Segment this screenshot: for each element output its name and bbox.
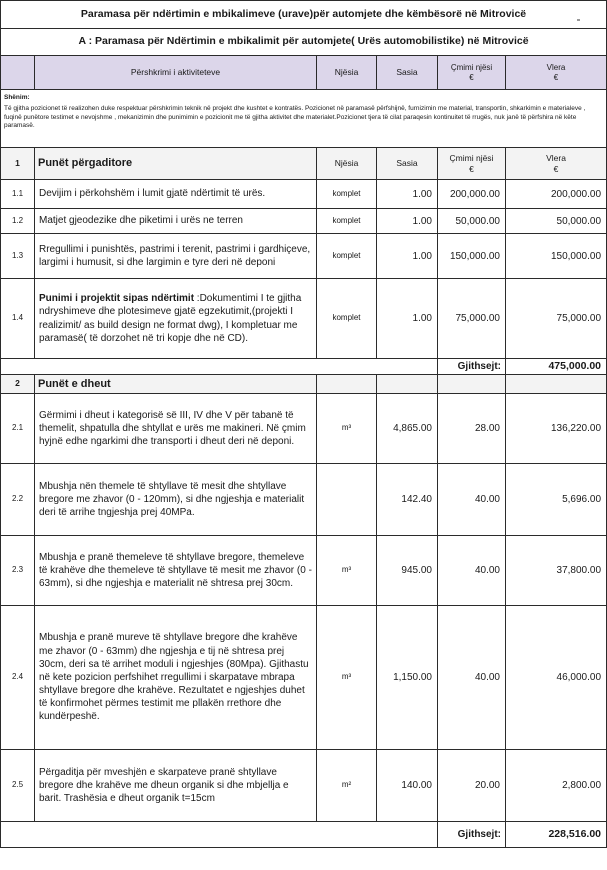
item-quantity: 1.00 bbox=[377, 209, 438, 234]
item-value: 50,000.00 bbox=[506, 209, 607, 234]
note-block bbox=[1, 90, 607, 148]
item-unit-price: 20.00 bbox=[438, 750, 506, 822]
header-value bbox=[506, 56, 607, 90]
item-unit-price: 40.00 bbox=[438, 536, 506, 606]
section-header-blank bbox=[317, 375, 377, 394]
item-description: Gërmimi i dheut i kategorisë së III, IV dhe V për tabanë të themelit, shpatulla dhe shtyllat e urës me makineri. Në çmim hyjnë edhe ngarkimi dhe transporti i dheut deri në deponi. bbox=[35, 394, 317, 464]
section-total-spacer bbox=[1, 359, 438, 375]
document-title: Paramasa për ndërtimin e mbikalimeve (urave)për automjete dhe këmbësorë në Mitrovicë bbox=[1, 1, 607, 29]
scan-mark bbox=[577, 19, 580, 21]
item-value: 5,696.00 bbox=[506, 464, 607, 536]
header-num-cell bbox=[1, 56, 35, 90]
item-quantity: 945.00 bbox=[377, 536, 438, 606]
section-total-label: Gjithsejt: bbox=[438, 822, 506, 848]
section-header-unit: Njësia bbox=[317, 148, 377, 180]
table-row bbox=[1, 536, 607, 606]
item-description: Rregullimi i punishtës, pastrimi i terenit, pastrimi i gardhiçeve, largimi i humusit, si dhe largimin e tyre deri në deponi bbox=[35, 234, 317, 279]
section-total-value: 228,516.00 bbox=[506, 822, 607, 848]
note-text: Të gjitha pozicionet të realizohen duke respektuar përshkrimin teknik në projekt dhe kushtet e kontratës. Pozicionet në paramasë përfshijnë, furnizimin me material, transportin, shkarkimin e materialeve , fuqinë punëtore testimet e nevojshme , mekanizimin dhe punimimin e pozicionit me të gjitha aktivitet dhe materialet.Pozicionet tjera të cilat paraqesin kontinuitet të rrugës, nuk janë të përfshira në këte paramasë. bbox=[4, 104, 586, 130]
section-header-unit-price-label: Çmimi njësi bbox=[449, 153, 494, 164]
item-value: 150,000.00 bbox=[506, 234, 607, 279]
item-value: 37,800.00 bbox=[506, 536, 607, 606]
section-header-unit-price bbox=[438, 148, 506, 180]
header-value-label: Vlera bbox=[546, 62, 566, 72]
note-label: Shënim: bbox=[4, 94, 30, 101]
section-total-row bbox=[1, 822, 607, 848]
header-value-currency: € bbox=[553, 72, 559, 82]
item-number: 2.5 bbox=[1, 750, 35, 822]
item-quantity: 140.00 bbox=[377, 750, 438, 822]
header-description: Përshkrimi i aktiviteteve bbox=[35, 56, 317, 90]
header-unit-price bbox=[438, 56, 506, 90]
section-total-value: 475,000.00 bbox=[506, 359, 607, 375]
item-unit-price: 150,000.00 bbox=[438, 234, 506, 279]
section-total-label: Gjithsejt: bbox=[438, 359, 506, 375]
item-unit-price: 75,000.00 bbox=[438, 279, 506, 359]
item-unit bbox=[317, 464, 377, 536]
item-unit: komplet bbox=[317, 209, 377, 234]
header-unit-price-currency: € bbox=[469, 72, 474, 82]
item-description: Mbushja e pranë themeleve të shtyllave bregore, themeleve të krahëve dhe themeleve të shtyllave të mesit me zhavor (0 - 63mm), si dhe ngjeshja e materialit në shtresa prej 30cm. bbox=[35, 536, 317, 606]
item-quantity: 142.40 bbox=[377, 464, 438, 536]
item-number: 1.1 bbox=[1, 180, 35, 209]
section-header-blank bbox=[377, 375, 438, 394]
item-unit-price: 40.00 bbox=[438, 464, 506, 536]
section-number: 2 bbox=[1, 375, 35, 394]
item-unit-price: 28.00 bbox=[438, 394, 506, 464]
item-value: 136,220.00 bbox=[506, 394, 607, 464]
item-number: 2.2 bbox=[1, 464, 35, 536]
item-description bbox=[35, 279, 317, 359]
item-description: Devijim i përkohshëm i lumit gjatë ndërtimit të urës. bbox=[35, 180, 317, 209]
item-description: Matjet gjeodezike dhe piketimi i urës ne terren bbox=[35, 209, 317, 234]
item-number: 2.1 bbox=[1, 394, 35, 464]
item-unit: m³ bbox=[317, 606, 377, 750]
header-unit: Njësia bbox=[317, 56, 377, 90]
item-value: 2,800.00 bbox=[506, 750, 607, 822]
item-number: 2.4 bbox=[1, 606, 35, 750]
item-unit-price: 50,000.00 bbox=[438, 209, 506, 234]
item-value: 75,000.00 bbox=[506, 279, 607, 359]
section-header-blank bbox=[506, 375, 607, 394]
item-unit: komplet bbox=[317, 279, 377, 359]
item-description: Përgaditja për mveshjën e skarpateve pranë shtyllave bregore dhe krahëve me dheun organik si dhe mbjellja e barit. Trashësia e dheut organik t=15cm bbox=[35, 750, 317, 822]
section-header-value bbox=[506, 148, 607, 180]
header-quantity: Sasia bbox=[377, 56, 438, 90]
item-description-rest: :Dokumentimi I te gjitha ndryshimeve dhe plotesimeve gjatë egzekutimit,(projekti I realizimit/ as build design ne format dwg), I kompletuar me paramasë( të dorzohet në tri kopje dhe në CD). bbox=[39, 293, 302, 344]
item-unit-price: 200,000.00 bbox=[438, 180, 506, 209]
section-header-value-currency: € bbox=[553, 163, 559, 174]
item-unit: komplet bbox=[317, 180, 377, 209]
item-number: 2.3 bbox=[1, 536, 35, 606]
table-row bbox=[1, 606, 607, 750]
section-title: Punët e dheut bbox=[35, 375, 317, 394]
table-row bbox=[1, 234, 607, 279]
table-row bbox=[1, 464, 607, 536]
table-row bbox=[1, 180, 607, 209]
table-row bbox=[1, 750, 607, 822]
section-header-blank bbox=[438, 375, 506, 394]
item-number: 1.2 bbox=[1, 209, 35, 234]
item-description: Mbushja nën themele të shtyllave të mesit dhe shtyllave bregore me zhavor (0 - 120mm), si dhe ngjeshja e materialit deri të arrihe tngjeshja prej 40MPa. bbox=[35, 464, 317, 536]
item-unit: m³ bbox=[317, 536, 377, 606]
section-header-value-label: Vlera bbox=[546, 153, 566, 164]
item-unit: m³ bbox=[317, 394, 377, 464]
section-header-quantity: Sasia bbox=[377, 148, 438, 180]
item-unit-price: 40.00 bbox=[438, 606, 506, 750]
item-unit: m² bbox=[317, 750, 377, 822]
table-row bbox=[1, 209, 607, 234]
item-quantity: 1.00 bbox=[377, 180, 438, 209]
item-value: 46,000.00 bbox=[506, 606, 607, 750]
table-row bbox=[1, 279, 607, 359]
item-quantity: 4,865.00 bbox=[377, 394, 438, 464]
header-unit-price-label: Çmimi njësi bbox=[450, 62, 493, 72]
section-header-unit-price-currency: € bbox=[469, 163, 474, 174]
section-total-spacer bbox=[1, 822, 438, 848]
item-unit: komplet bbox=[317, 234, 377, 279]
item-number: 1.4 bbox=[1, 279, 35, 359]
item-quantity: 1.00 bbox=[377, 234, 438, 279]
item-number: 1.3 bbox=[1, 234, 35, 279]
table-row bbox=[1, 394, 607, 464]
section-number: 1 bbox=[1, 148, 35, 180]
item-description: Mbushja e pranë mureve të shtyllave bregore dhe krahëve me zhavor (0 - 63mm) dhe ngjeshja e tij në shtresa prej 30cm, deri sa të arrihet moduli i ngjeshjes (80Mpa). Gjithastu në kete pozicion perfshihet rregullimi i skarpatave mbrapa shtyllave bregore dhe krahëve. Rezultatet e ngjeshjes duhet të konfirmohet përmes testimit me pllakën rrethore dhe kundërpeshë. bbox=[35, 606, 317, 750]
document-subtitle: A : Paramasa për Ndërtimin e mbikalimit për automjete( Urës automobilistike) në Mitrovicë bbox=[1, 29, 607, 56]
item-description-bold: Punimi i projektit sipas ndërtimit bbox=[39, 293, 195, 305]
section-title: Punët përgaditore bbox=[35, 148, 317, 180]
item-quantity: 1.00 bbox=[377, 279, 438, 359]
section-total-row bbox=[1, 359, 607, 375]
item-quantity: 1,150.00 bbox=[377, 606, 438, 750]
item-value: 200,000.00 bbox=[506, 180, 607, 209]
